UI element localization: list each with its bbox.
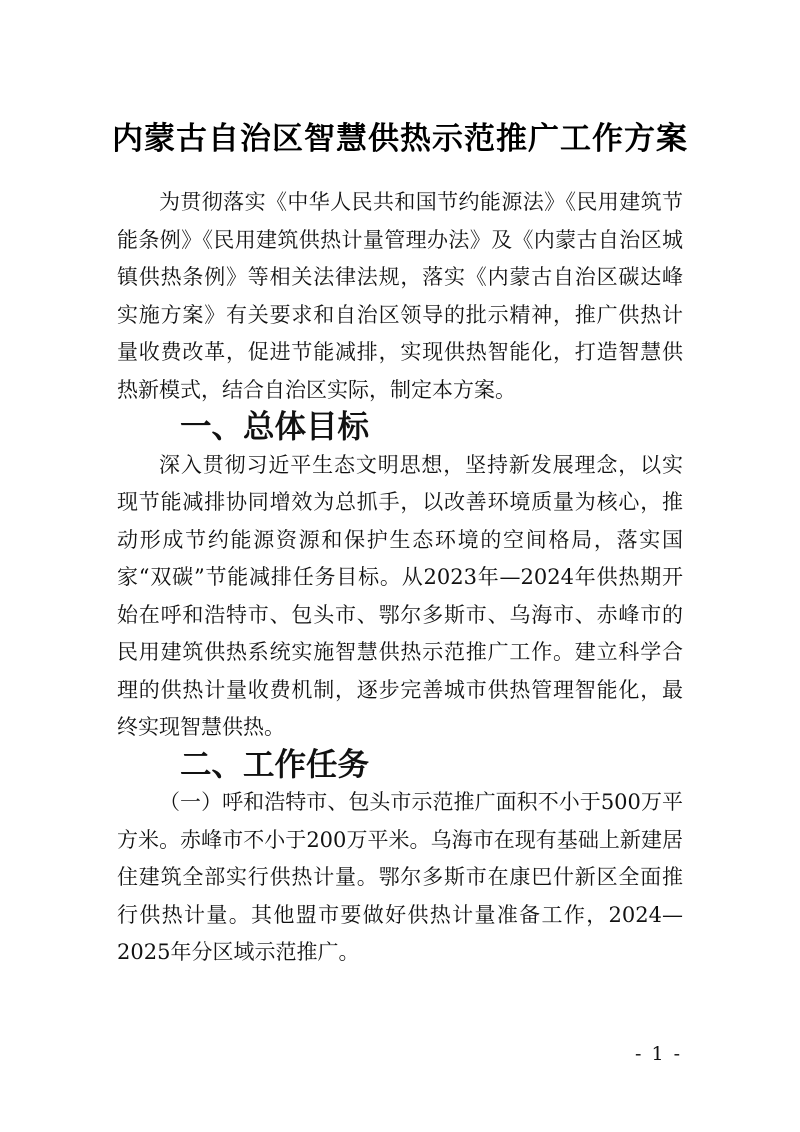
intro-paragraph: 为贯彻落实《中华人民共和国节约能源法》《民用建筑节能条例》《民用建筑供热计量管理办法》及《内蒙古自治区城镇供热条例》等相关法律法规，落实《内蒙古自治区碳达峰实施方案》有关要求和自治区领导的批示精神，推广供热计量收费改革，促进节能减排，实现供热智能化，打造智慧供热新模式，结合自治区实际，制定本方案。 <box>117 190 683 402</box>
document-body <box>117 184 683 972</box>
overall-goal-paragraph: 深入贯彻习近平生态文明思想，坚持新发展理念，以实现节能减排协同增效为总抓手，以改善环境质量为核心，推动形成节约能源资源和保护生态环境的空间格局，落实国家“双碳”节能减排任务目标。从2023年—2024年供热期开始在呼和浩特市、包头市、鄂尔多斯市、乌海市、赤峰市的民用建筑供热系统实施智慧供热示范推广工作。建立科学合理的供热计量收费机制，逐步完善城市供热管理智能化，最终实现智慧供热。 <box>117 452 683 739</box>
work-task-paragraph-1: （一）呼和浩特市、包头市示范推广面积不小于500万平方米。赤峰市不小于200万平米。乌海市在现有基础上新建居住建筑全部实行供热计量。鄂尔多斯市在康巴什新区全面推行供热计量。其他盟市要做好供热计量准备工作，2024—2025年分区域示范推广。 <box>117 790 683 964</box>
section-heading-work-tasks: 二、工作任务 <box>180 746 370 783</box>
page-number: - 1 - <box>634 1043 682 1065</box>
document-title: 内蒙古自治区智慧供热示范推广工作方案 <box>112 120 688 157</box>
section-heading-overall-goal: 一、总体目标 <box>180 409 370 445</box>
